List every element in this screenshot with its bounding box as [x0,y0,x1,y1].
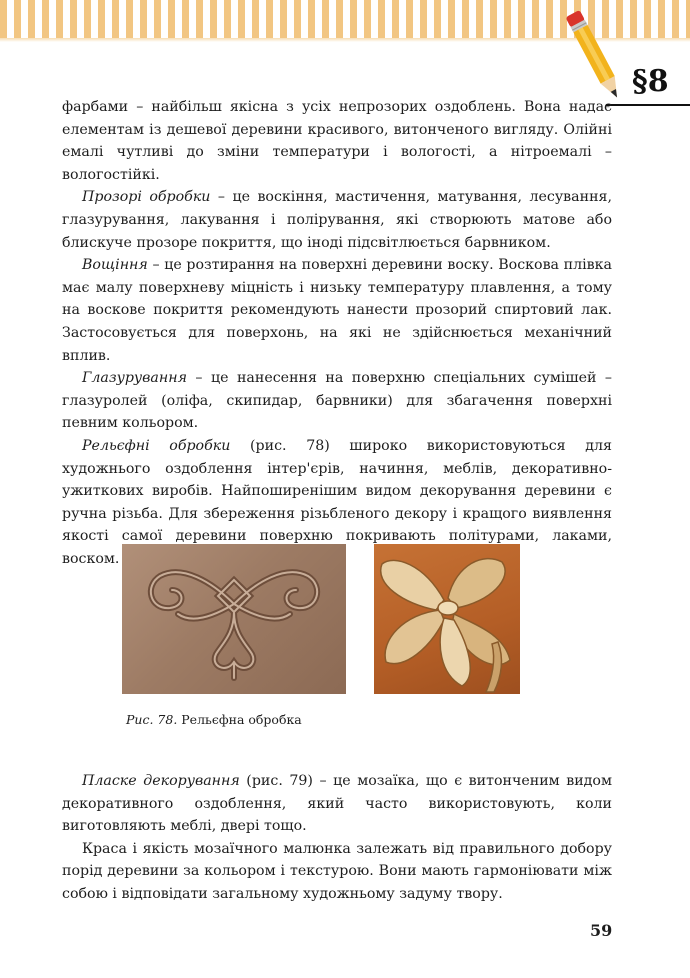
term-flat-decoration: Пласке декорування [82,773,240,789]
term-glazing: Глазурування [82,370,187,387]
paragraph-6-text: (рис. 79) – це мозаїка, що є витонченим видом декоративного оздоблення, який часто використовують, коли виготовляють меблі, двері тощо. [62,773,612,835]
caption-label: Рис. 78. [126,712,178,727]
page-number: 59 [590,921,613,940]
figure-caption [126,712,302,727]
wood-mosaic-photo [374,544,520,694]
section-underline [606,104,690,106]
paragraph-2 [62,186,612,254]
paragraph-3-text: – це розтирання на поверхні деревини воску. Воскова плівка має малу поверхневу міцність і низьку температуру плавлення, а тому на воскове покриття рекомендують нанести прозорий спиртовий лак. Застосовується для поверхонь, на які не здійснюється механічний вплив. [62,257,612,364]
term-transparent-finishes: Прозорі обробки [82,189,211,206]
paragraph-2-text: – це воскіння, мастичення, матування, лесування, глазурування, лакування і полірування, які створюють матове або блискуче прозоре покриття, що іноді підсвітлюється барвником. [62,189,612,251]
term-waxing: Вощіння [82,257,148,274]
paragraph-4 [62,367,612,435]
carved-wood-photo [122,544,346,694]
term-relief-finishes: Рельєфні обробки [82,437,231,454]
paragraph-3 [62,254,612,367]
caption-text: Рельєфна обробка [177,712,302,727]
paragraph-5-text: (рис. 78) широко використовуються для художнього оздоблення інтер'єрів, начиння, меблів, декоративно-ужиткових виробів. Найпоширенішим видом декорування деревини є ручна різьба. Для збереження різьбленого декору і кращого виявлення якості самої деревини поверхню покривають політурами, лаками, воском. [62,437,612,567]
section-mark: §8 [632,64,669,99]
body-text-upper [62,96,612,570]
pencil-icon [565,2,625,110]
paragraph-7: Краса і якість мозаїчного малюнка залежать від правильного добору порід деревини за кольором і текстурою. Вони мають гармоніювати між собою і відповідати загальному художньому задуму твору. [62,840,612,902]
flower-mosaic-image [374,544,520,694]
paragraph-1: фарбами – найбільш якісна з усіх непрозорих оздоблень. Вона надає елементам із дешевої деревини красивого, витонченого вигляду. Олійні емалі чутливі до зміни температури і вологості, а нітроемалі – вологостійкі. [62,99,612,183]
paragraph-4-text: – це нанесення на поверхню спеціальних сумішей – глазуролей (оліфа, скипидар, барвники) для збагачення поверхні певним кольором. [62,370,612,432]
body-text-lower [62,770,612,906]
celtic-knot-carving-image [122,544,346,694]
paragraph-6 [62,770,612,838]
